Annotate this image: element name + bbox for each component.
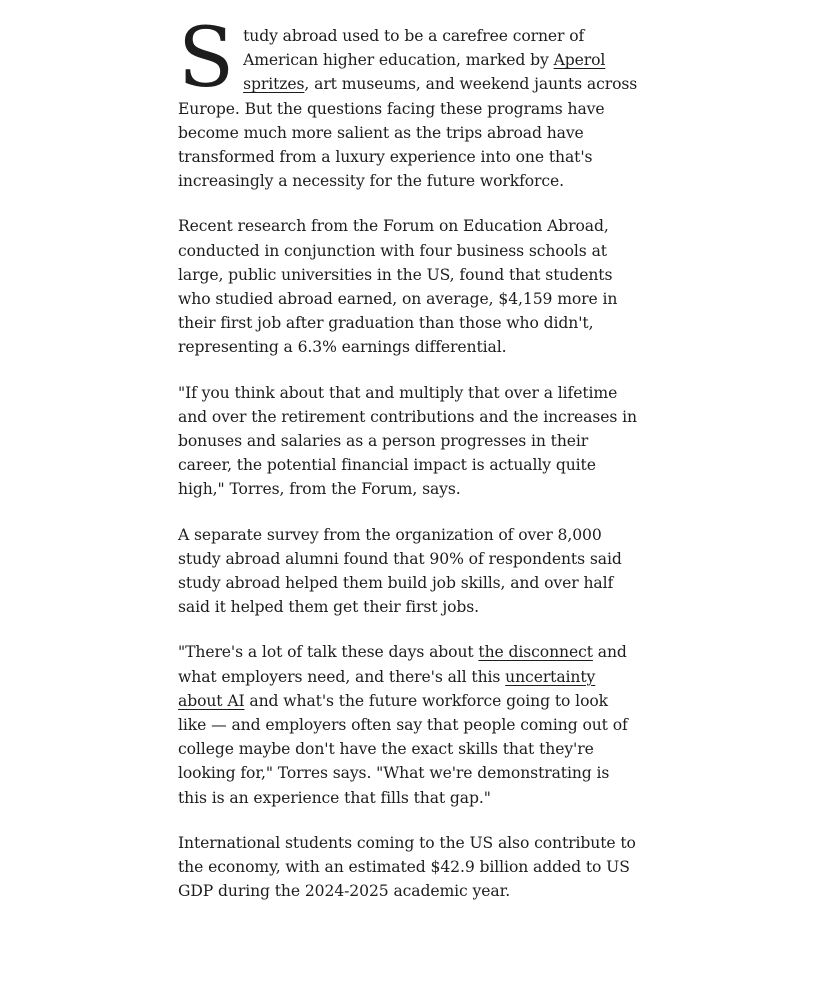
paragraph-international-students: International students coming to the US also contribute to the economy, with an estimated $42.9 billion added to US GDP during the 2024-2025 academic year. — [178, 833, 636, 901]
link-uncertainty-about-ai[interactable]: uncertainty about AI — [178, 667, 596, 710]
paragraph-quote-text-a: "There's a lot of talk these days about — [178, 643, 479, 662]
paragraph-research: Recent research from the Forum on Education Abroad, conducted in conjunction with four business schools at large, public universities in the US, found that students who studied abroad earned, on average, $4,159 more in their first job after graduation than those who didn't, representing a 6.3% earnings differential. — [178, 217, 618, 357]
paragraph-intro-text-a: tudy abroad used to be a carefree corner of American higher education, marked by — [243, 27, 585, 70]
article-body — [178, 11, 638, 925]
paragraph-quote-text-b: and what employers need, and there's all this — [178, 643, 627, 686]
paragraph-quote-disconnect — [178, 640, 638, 809]
paragraph-survey: A separate survey from the organization of over 8,000 study abroad alumni found that 90% of respondents said study abroad helped them build job skills, and over half said it helped them get their first jobs. — [178, 525, 622, 617]
drop-cap: S — [178, 11, 235, 106]
paragraph-intro — [178, 11, 638, 193]
link-the-disconnect[interactable]: the disconnect — [478, 643, 593, 662]
paragraph-quote-lifetime: "If you think about that and multiply that over a lifetime and over the retirement contributions and the increases in bonuses and salaries as a person progresses in their career, the potential financial impact is actually quite high," Torres, from the Forum, says. — [178, 383, 637, 499]
paragraph-intro-text-b: , art museums, and weekend jaunts across Europe. But the questions facing these programs have become much more salient as the trips abroad have transformed from a luxury experience into one that's increasingly a necessity for the future workforce. — [178, 75, 638, 191]
paragraph-quote-text-c: and what's the future workforce going to look like — and employers often say that people coming out of college maybe don't have the exact skills that they're looking for," Torres says. "What we're demonstrating is this is an experience that fills that gap." — [178, 691, 628, 807]
link-aperol-spritzes[interactable]: Aperol spritzes — [243, 51, 606, 94]
